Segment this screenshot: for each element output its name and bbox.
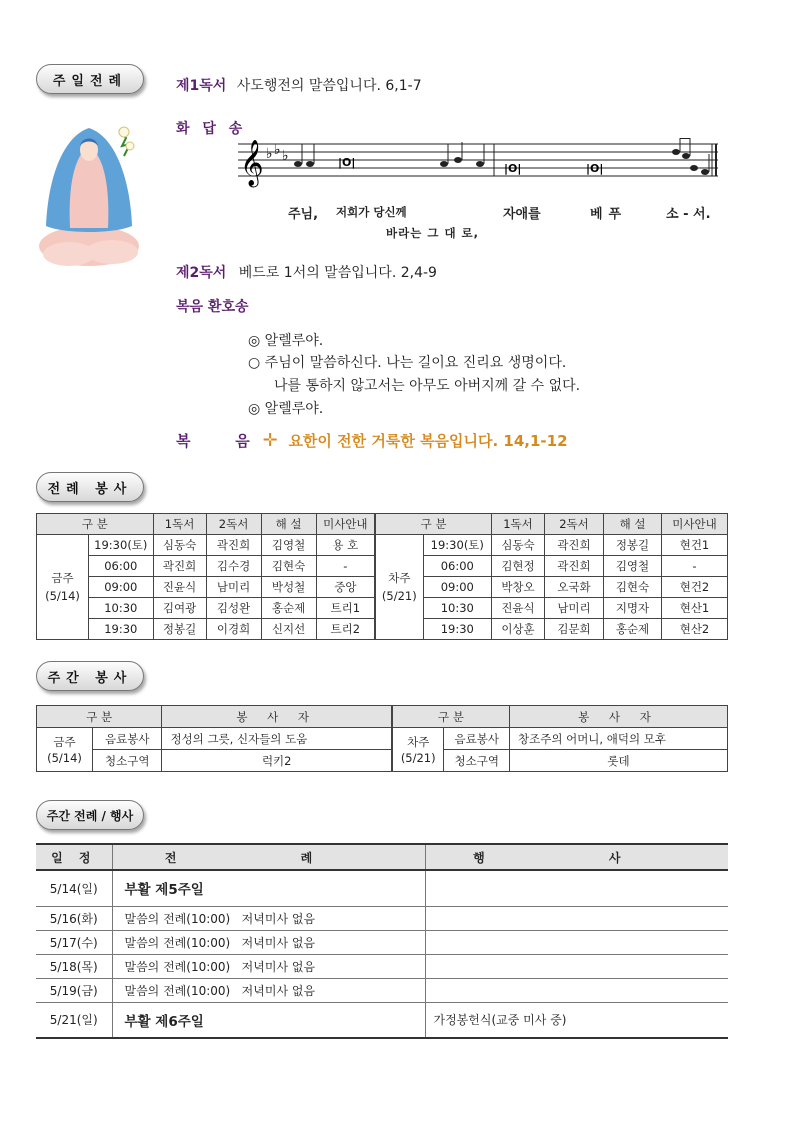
- table-header-row: [37, 706, 728, 728]
- psalm-score: [238, 138, 720, 188]
- cell-name: 정봉길: [153, 619, 206, 640]
- psalm-lyric-2: 저희가 당신께: [336, 205, 407, 219]
- cell-name: -: [316, 556, 375, 577]
- header-liturgy: 전 례: [112, 844, 425, 870]
- mass-time: 09:00: [423, 577, 491, 598]
- svg-text:|O|: |O|: [504, 162, 522, 175]
- acclamation-line-1: ◎ 알렐루야.: [248, 333, 324, 349]
- schedule-date: 5/21(일): [36, 1002, 112, 1038]
- header-category: 구 분: [37, 514, 154, 535]
- header-mass-guide: 미사안내: [662, 514, 728, 535]
- cell-name: 오국화: [545, 577, 604, 598]
- cell-name: 김문희: [545, 619, 604, 640]
- cell-name: 김현숙: [604, 577, 662, 598]
- header-commentary: 해 설: [261, 514, 316, 535]
- schedule-date: 5/16(화): [36, 906, 112, 930]
- cell-name: 중앙: [316, 577, 375, 598]
- table-row: [37, 535, 728, 556]
- schedule-date: 5/18(목): [36, 954, 112, 978]
- reading1-label: 제1독서: [176, 78, 227, 94]
- cell-name: 이상훈: [492, 619, 545, 640]
- next-week-cell: [392, 728, 444, 772]
- schedule-date: 5/19(금): [36, 978, 112, 1002]
- gospel-label: 복: [176, 432, 191, 450]
- header-volunteers: 봉 사 자: [510, 706, 728, 728]
- psalm-lyric-6: 소 - 서.: [666, 207, 711, 222]
- cell-name: 김여광: [153, 598, 206, 619]
- acclamation-line-2: ○ 주님이 말씀하신다. 나는 길이요 진리요 생명이다.: [248, 355, 567, 371]
- table-row: [36, 978, 728, 1002]
- section-title-liturgy-service: 전례 봉사: [36, 472, 144, 502]
- section-title-sunday-liturgy: 주일전례: [36, 64, 144, 94]
- next-week-date: (5/21): [400, 750, 436, 765]
- gospel-label-2: 음: [235, 432, 250, 450]
- cell-name: 곽진희: [545, 556, 604, 577]
- mass-time: 19:30: [423, 619, 491, 640]
- cell-name: 홍순제: [604, 619, 662, 640]
- schedule-liturgy: 말씀의 전례(10:00) 저녁미사 없음: [112, 906, 425, 930]
- cross-icon: ✛: [262, 430, 278, 451]
- table-row: [36, 930, 728, 954]
- schedule-event: 가정봉헌식(교중 미사 중): [425, 1002, 728, 1038]
- svg-text:♭: ♭: [282, 148, 289, 164]
- service-volunteer: 럭키2: [162, 750, 392, 772]
- section-title-weekly-service: 주간 봉사: [36, 661, 144, 691]
- weekly-service-table: [36, 705, 728, 772]
- cell-name: 신지선: [261, 619, 316, 640]
- next-week-cell: [375, 535, 423, 640]
- service-volunteer: 롯데: [510, 750, 728, 772]
- psalm-lyric-5: 베푸: [590, 207, 628, 222]
- reading2-label: 제2독서: [176, 265, 227, 281]
- section-title-weekly-schedule: 주간 전례 / 행사: [36, 800, 144, 830]
- cell-name: 박창오: [492, 577, 545, 598]
- cell-name: 심동숙: [153, 535, 206, 556]
- header-events: 행 사: [425, 844, 728, 870]
- header-reading1: 1독서: [492, 514, 545, 535]
- cell-name: 현건2: [662, 577, 728, 598]
- cell-name: 김영철: [261, 535, 316, 556]
- psalm-lyric-4: 자애를: [503, 207, 541, 222]
- this-week-cell: [37, 535, 89, 640]
- mass-time: 10:30: [89, 598, 154, 619]
- cell-name: 홍순제: [261, 598, 316, 619]
- psalm-lyric-1: 주님,: [288, 207, 319, 222]
- cell-name: 김영철: [604, 556, 662, 577]
- header-schedule: 일 정: [36, 844, 112, 870]
- service-volunteer: 정성의 그릇, 신자들의 도움: [162, 728, 392, 750]
- this-week-date: (5/14): [47, 750, 82, 765]
- cell-name: 김현숙: [261, 556, 316, 577]
- reading1-text: 사도행전의 말씀입니다. 6,1-7: [236, 78, 422, 94]
- schedule-liturgy: 말씀의 전례(10:00) 저녁미사 없음: [112, 930, 425, 954]
- service-volunteer: 창조주의 어머니, 애덕의 모후: [510, 728, 728, 750]
- weekly-schedule-table: [36, 843, 728, 1039]
- this-week-cell: [37, 728, 93, 772]
- service-type: 음료봉사: [93, 728, 162, 750]
- mass-time: 19:30: [89, 619, 154, 640]
- header-category: 구 분: [392, 706, 510, 728]
- mass-time: 19:30(토): [423, 535, 491, 556]
- cell-name: 박성철: [261, 577, 316, 598]
- cell-name: 진윤식: [153, 577, 206, 598]
- psalm-label: 화 답 송: [176, 121, 247, 137]
- cell-name: 곽진희: [206, 535, 261, 556]
- header-reading2: 2독서: [545, 514, 604, 535]
- header-reading1: 1독서: [153, 514, 206, 535]
- cell-name: 이경희: [206, 619, 261, 640]
- acclamation-label: 복음 환호송: [176, 299, 249, 315]
- schedule-liturgy: 부활 제5주일: [112, 870, 425, 906]
- header-commentary: 해 설: [604, 514, 662, 535]
- mass-time: 06:00: [423, 556, 491, 577]
- cell-name: 남미리: [206, 577, 261, 598]
- table-row: [36, 1002, 728, 1038]
- psalm-lyric-3: 바라는 그 대 로,: [386, 226, 480, 240]
- this-week-label: 금주: [53, 734, 76, 749]
- service-type: 음료봉사: [444, 728, 510, 750]
- next-week-date: (5/21): [381, 589, 417, 603]
- schedule-liturgy: 말씀의 전례(10:00) 저녁미사 없음: [112, 954, 425, 978]
- next-week-label: 차주: [407, 734, 430, 749]
- this-week-label: 금주: [51, 571, 74, 585]
- cell-name: 곽진희: [545, 535, 604, 556]
- header-mass-guide: 미사안내: [316, 514, 375, 535]
- header-volunteers: 봉 사 자: [162, 706, 392, 728]
- svg-text:|O|: |O|: [338, 156, 356, 169]
- svg-text:♭: ♭: [266, 146, 273, 162]
- mass-time: 06:00: [89, 556, 154, 577]
- header-category: 구 분: [37, 706, 162, 728]
- table-header-row: [36, 844, 728, 870]
- schedule-date: 5/14(일): [36, 870, 112, 906]
- table-row: [36, 954, 728, 978]
- schedule-liturgy: 말씀의 전례(10:00) 저녁미사 없음: [112, 978, 425, 1002]
- cell-name: 심동숙: [492, 535, 545, 556]
- service-type: 청소구역: [93, 750, 162, 772]
- cell-name: 현산1: [662, 598, 728, 619]
- mass-time: 09:00: [89, 577, 154, 598]
- table-row: [37, 728, 728, 750]
- schedule-event: [425, 930, 728, 954]
- cell-name: 김현정: [492, 556, 545, 577]
- cell-name: 용 호: [316, 535, 375, 556]
- header-category: 구 분: [375, 514, 491, 535]
- cell-name: 트리2: [316, 619, 375, 640]
- cell-name: 진윤식: [492, 598, 545, 619]
- table-row: [37, 750, 728, 772]
- schedule-event: [425, 906, 728, 930]
- header-reading2: 2독서: [206, 514, 261, 535]
- cell-name: 정봉길: [604, 535, 662, 556]
- cell-name: 곽진희: [153, 556, 206, 577]
- cell-name: 현건1: [662, 535, 728, 556]
- cell-name: 현산2: [662, 619, 728, 640]
- svg-text:|O|: |O|: [586, 162, 604, 175]
- reading2-text: 베드로 1서의 말씀입니다. 2,4-9: [238, 265, 437, 281]
- mass-time: 19:30(토): [89, 535, 154, 556]
- schedule-event: [425, 954, 728, 978]
- cell-name: 지명자: [604, 598, 662, 619]
- virgin-mary-illustration: [34, 116, 144, 268]
- acclamation-line-4: ◎ 알렐루야.: [248, 401, 324, 417]
- svg-text:♭: ♭: [274, 142, 281, 158]
- table-row: [36, 870, 728, 906]
- cell-name: 트리1: [316, 598, 375, 619]
- next-week-label: 차주: [388, 571, 411, 585]
- cell-name: 김성완: [206, 598, 261, 619]
- this-week-date: (5/14): [45, 589, 80, 603]
- table-row: [36, 906, 728, 930]
- mass-time: 10:30: [423, 598, 491, 619]
- gospel-text: 요한이 전한 거룩한 복음입니다. 14,1-12: [288, 432, 568, 450]
- service-type: 청소구역: [444, 750, 510, 772]
- schedule-event: [425, 978, 728, 1002]
- cell-name: 남미리: [545, 598, 604, 619]
- liturgy-service-table: [36, 513, 728, 640]
- table-header-row: [37, 514, 728, 535]
- schedule-event: [425, 870, 728, 906]
- acclamation-line-3: 나를 통하지 않고서는 아무도 아버지께 갈 수 없다.: [274, 378, 581, 394]
- schedule-liturgy: 부활 제6주일: [112, 1002, 425, 1038]
- cell-name: 김수경: [206, 556, 261, 577]
- schedule-date: 5/17(수): [36, 930, 112, 954]
- svg-text:𝄞: 𝄞: [240, 140, 264, 186]
- cell-name: -: [662, 556, 728, 577]
